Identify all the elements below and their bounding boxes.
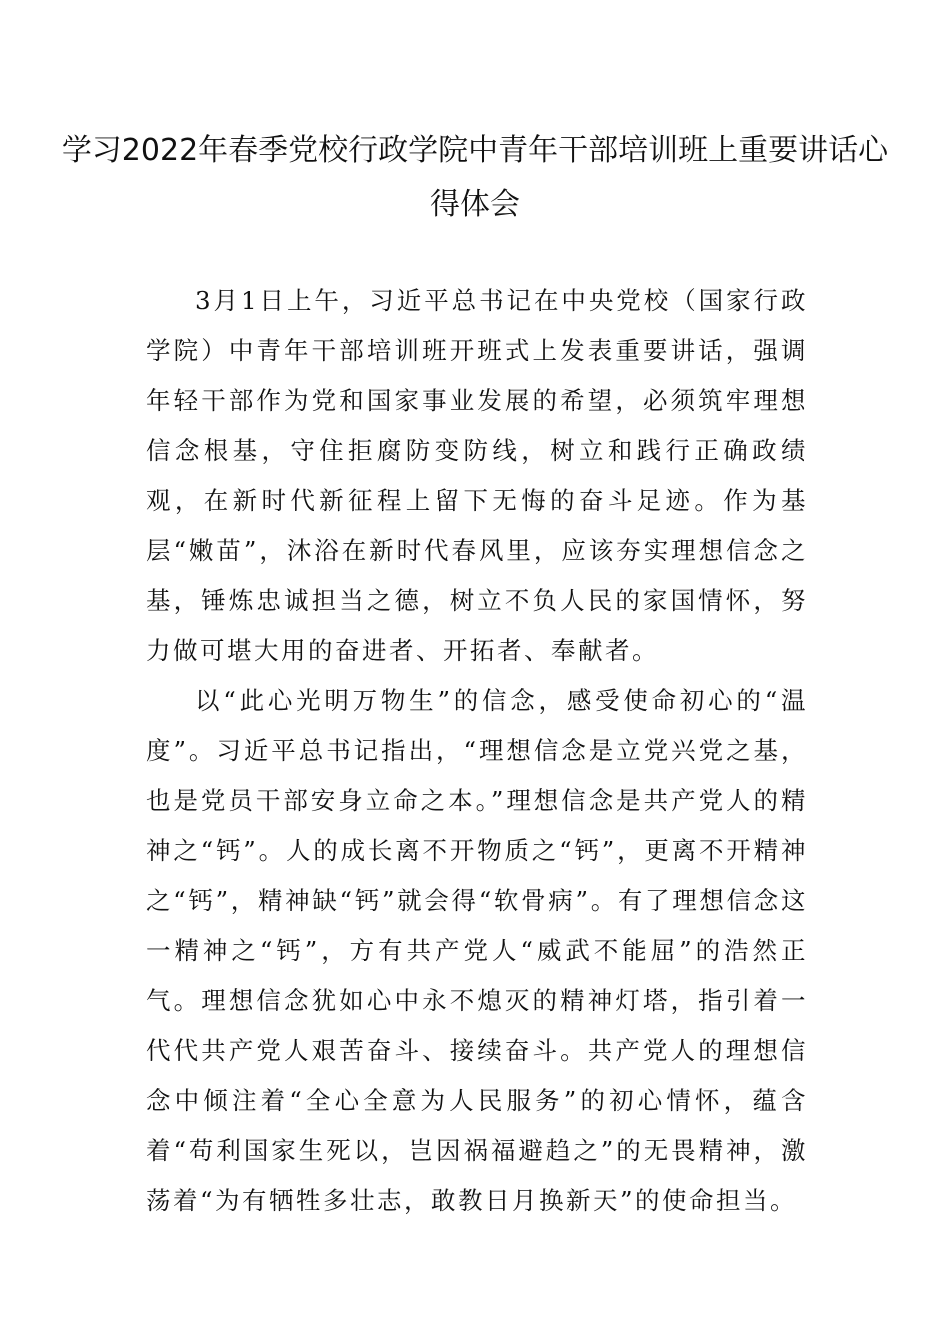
document-body <box>146 276 808 1226</box>
paragraph: 以“此心光明万物生”的信念，感受使命初心的“温度”。习近平总书记指出，“理想信念是立党兴党之基，也是党员干部安身立命之本。”理想信念是共产党人的精神之“钙”。人的成长离不开物质之“钙”，更离不开精神之“钙”，精神缺“钙”就会得“软骨病”。有了理想信念这一精神之“钙”，方有共产党人“威武不能屈”的浩然正气。理想信念犹如心中永不熄灭的精神灯塔，指引着一代代共产党人艰苦奋斗、接续奋斗。共产党人的理想信念中倾注着“全心全意为人民服务”的初心情怀，蕴含着“苟利国家生死以，岂因祸福避趋之”的无畏精神，激荡着“为有牺牲多壮志，敢教日月换新天”的使命担当。 <box>146 686 808 1215</box>
document-title: 学习2022年春季党校行政学院中青年干部培训班上重要讲话心得体会 <box>61 133 889 222</box>
paragraph: 3月1日上午，习近平总书记在中央党校（国家行政学院）中青年干部培训班开班式上发表重要讲话，强调年轻干部作为党和国家事业发展的希望，必须筑牢理想信念根基，守住拒腐防变防线，树立和践行正确政绩观，在新时代新征程上留下无悔的奋斗足迹。作为基层“嫩苗”，沐浴在新时代春风里，应该夯实理想信念之基，锤炼忠诚担当之德，树立不负人民的家国情怀，努力做可堪大用的奋进者、开拓者、奉献者。 <box>146 286 808 665</box>
